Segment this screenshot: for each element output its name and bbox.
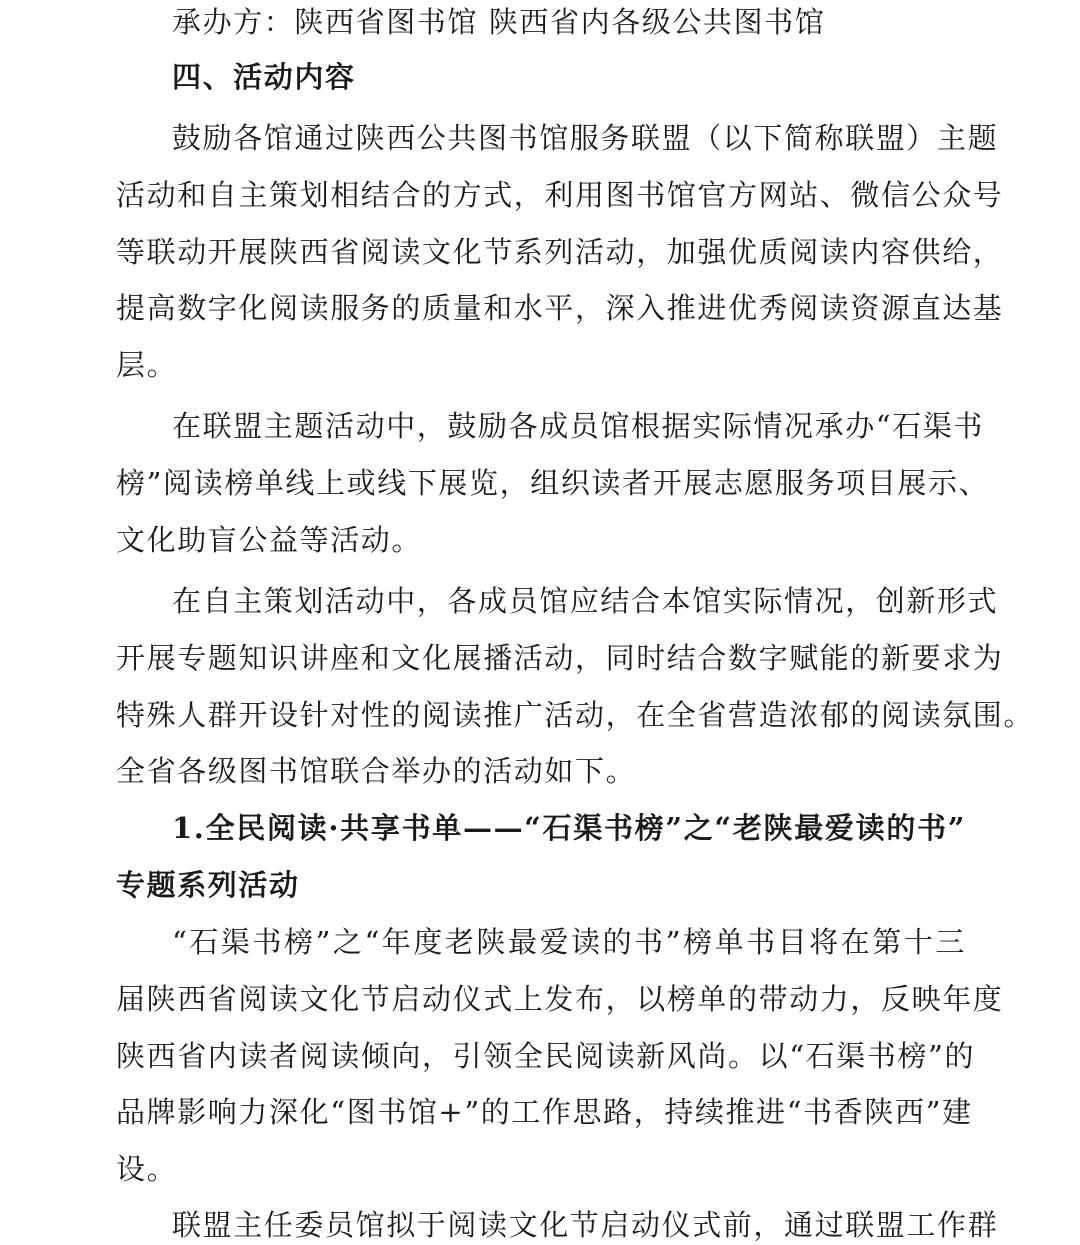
subheading-line: 专题系列活动 (116, 868, 300, 902)
section-heading-activity-content: 四、活动内容 (172, 60, 356, 94)
paragraph-line: 联盟主任委员馆拟于阅读文化节启动仪式前，通过联盟工作群 (172, 1208, 999, 1242)
paragraph-line: 品牌影响力深化“图书馆+”的工作思路，持续推进“书香陕西”建 (116, 1095, 973, 1129)
paragraph-line: 层。 (116, 348, 178, 382)
paragraph-line: 榜”阅读榜单线上或线下展览，组织读者开展志愿服务项目展示、 (116, 466, 990, 500)
paragraph-line: 鼓励各馆通过陕西公共图书馆服务联盟（以下简称联盟）主题 (172, 121, 999, 155)
organizer-line: 承办方：陕西省图书馆 陕西省内各级公共图书馆 (172, 5, 826, 39)
paragraph-line: 在自主策划活动中，各成员馆应结合本馆实际情况，创新形式 (172, 584, 999, 618)
paragraph-line: 文化助盲公益等活动。 (116, 523, 423, 557)
paragraph-line: 活动和自主策划相结合的方式，利用图书馆官方网站、微信公众号 (116, 178, 1004, 212)
paragraph-line: “石渠书榜”之“年度老陕最爱读的书”榜单书目将在第十三 (172, 925, 966, 959)
paragraph-line: 等联动开展陕西省阅读文化节系列活动，加强优质阅读内容供给， (116, 235, 1004, 269)
paragraph-line: 设。 (116, 1152, 178, 1186)
paragraph-line: 特殊人群开设针对性的阅读推广活动，在全省营造浓郁的阅读氛围。 (116, 698, 1035, 732)
paragraph-line: 陕西省内读者阅读倾向，引领全民阅读新风尚。以“石渠书榜”的 (116, 1039, 976, 1073)
paragraph-line: 开展专题知识讲座和文化展播活动，同时结合数字赋能的新要求为 (116, 641, 1004, 675)
paragraph-line: 全省各级图书馆联合举办的活动如下。 (116, 754, 637, 788)
paragraph-line: 提高数字化阅读服务的质量和水平，深入推进优秀阅读资源直达基 (116, 291, 1004, 325)
subheading-line: 1.全民阅读·共享书单——“石渠书榜”之“老陕最爱读的书” (172, 811, 966, 845)
paragraph-line: 届陕西省阅读文化节启动仪式上发布，以榜单的带动力，反映年度 (116, 982, 1004, 1016)
paragraph-line: 在联盟主题活动中，鼓励各成员馆根据实际情况承办“石渠书 (172, 409, 985, 443)
